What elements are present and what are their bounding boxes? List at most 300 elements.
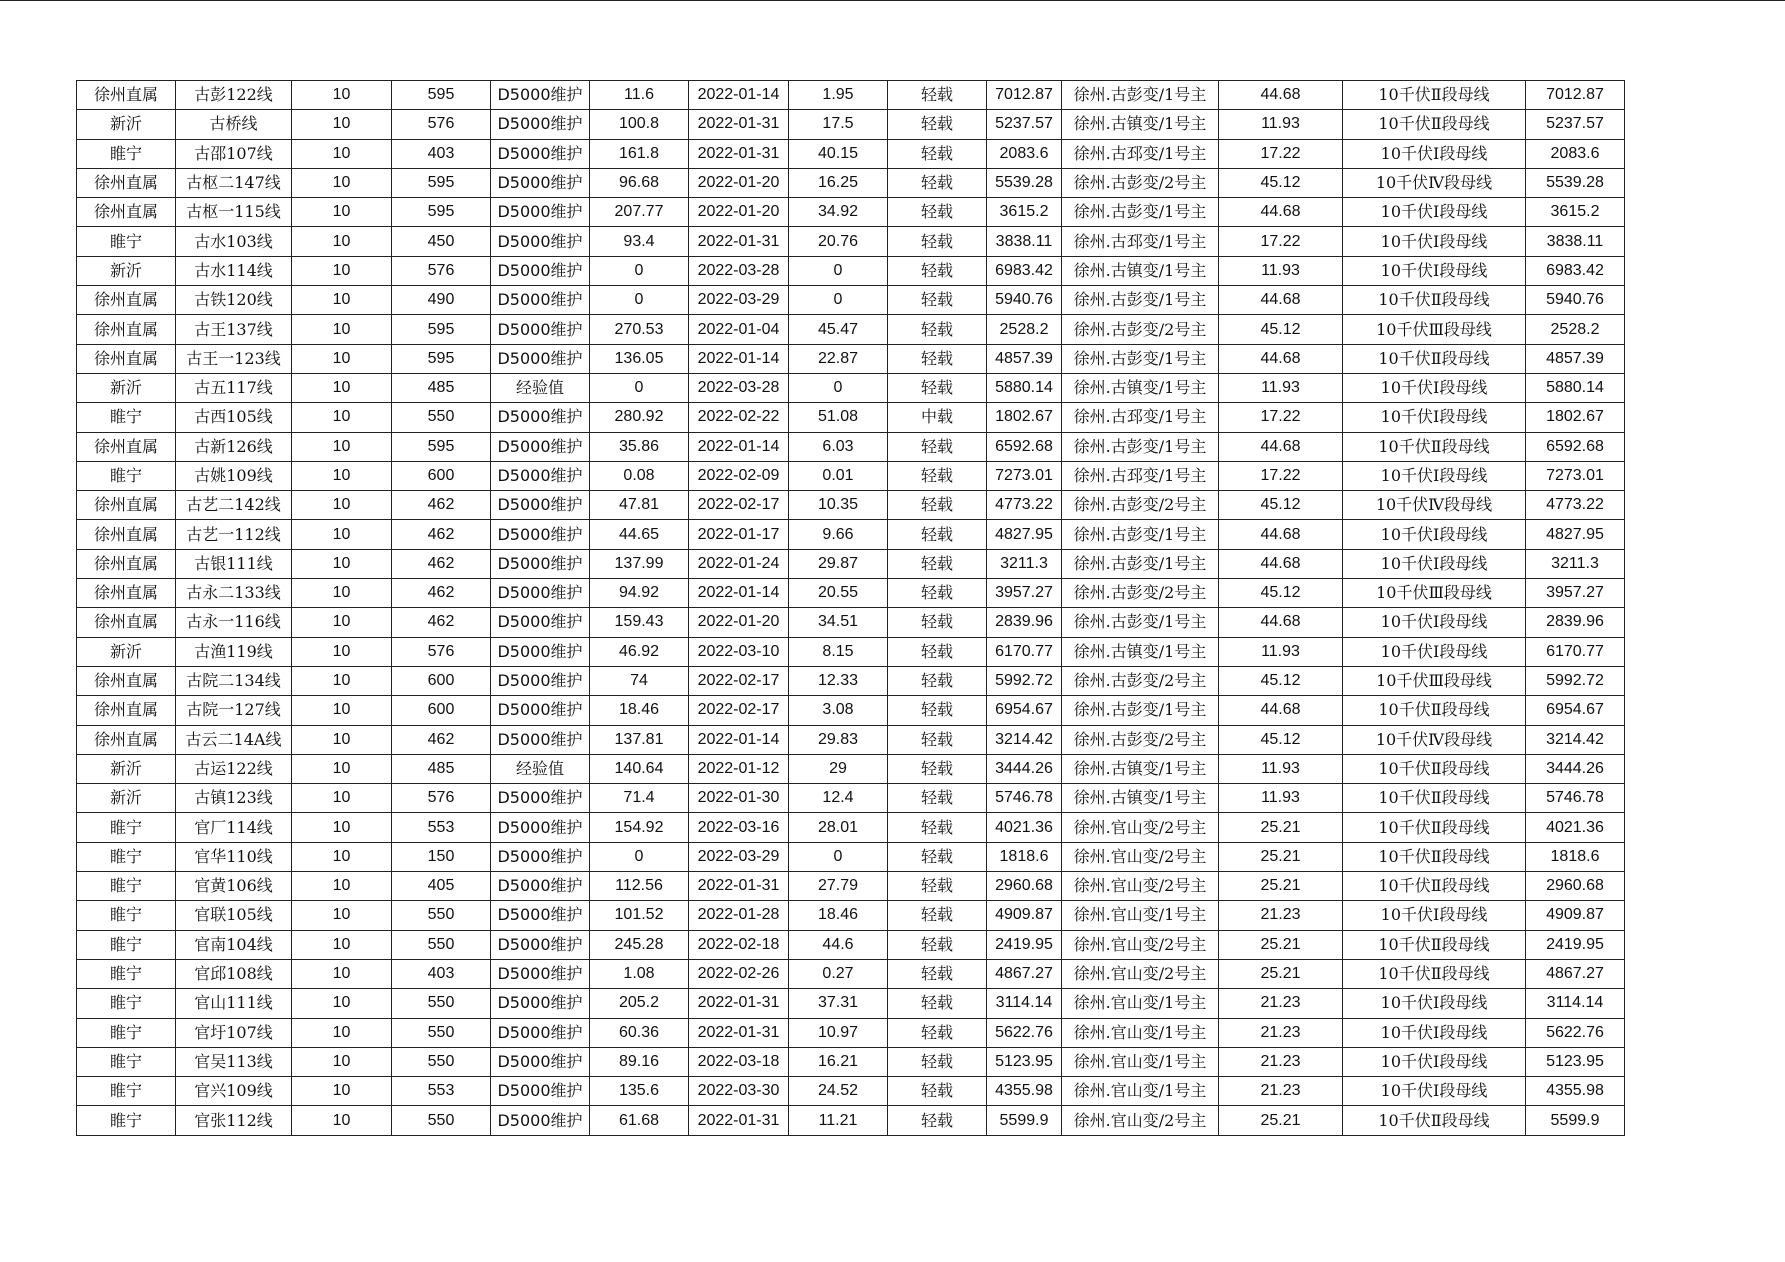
cell-sub-load-rate: 45.12: [1219, 666, 1343, 695]
cell-sub-load-rate: 44.68: [1219, 432, 1343, 461]
cell-region: 新沂: [77, 784, 176, 813]
cell-avail-capacity-2: 6954.67: [1526, 696, 1625, 725]
cell-capacity: 462: [392, 725, 491, 754]
cell-line: 古永一116线: [176, 608, 292, 637]
cell-load-rate: 29.87: [789, 549, 888, 578]
cell-sub-load-rate: 17.22: [1219, 227, 1343, 256]
table-row: [77, 344, 1625, 373]
table-row: [77, 549, 1625, 578]
cell-capacity: 600: [392, 666, 491, 695]
cell-avail-capacity-2: 1802.67: [1526, 403, 1625, 432]
cell-sub-load-rate: 45.12: [1219, 725, 1343, 754]
cell-region: 徐州直属: [77, 520, 176, 549]
cell-load-current: 60.36: [590, 1018, 689, 1047]
cell-avail-capacity: 4857.39: [987, 344, 1062, 373]
cell-substation: 徐州.古彭变/1号主: [1062, 344, 1219, 373]
cell-region: 睢宁: [77, 1106, 176, 1135]
cell-method: D5000维护: [491, 608, 590, 637]
cell-voltage: 10: [292, 198, 392, 227]
cell-avail-capacity-2: 3114.14: [1526, 989, 1625, 1018]
cell-line: 古运122线: [176, 754, 292, 783]
cell-voltage: 10: [292, 139, 392, 168]
cell-load-level: 轻载: [888, 784, 987, 813]
cell-sub-load-rate: 44.68: [1219, 696, 1343, 725]
cell-voltage: 10: [292, 1077, 392, 1106]
cell-avail-capacity: 6592.68: [987, 432, 1062, 461]
cell-avail-capacity: 3615.2: [987, 198, 1062, 227]
cell-line: 古永二133线: [176, 579, 292, 608]
cell-date: 2022-02-26: [689, 959, 789, 988]
cell-line: 古王一123线: [176, 344, 292, 373]
cell-capacity: 462: [392, 549, 491, 578]
cell-region: 睢宁: [77, 813, 176, 842]
table-row: [77, 81, 1625, 110]
cell-region: 徐州直属: [77, 491, 176, 520]
cell-bus: 10千伏Ⅱ段母线: [1343, 930, 1526, 959]
cell-method: D5000维护: [491, 666, 590, 695]
cell-load-rate: 0.27: [789, 959, 888, 988]
table-row: [77, 901, 1625, 930]
cell-region: 睢宁: [77, 989, 176, 1018]
cell-load-level: 轻载: [888, 491, 987, 520]
table-row: [77, 930, 1625, 959]
cell-load-level: 轻载: [888, 725, 987, 754]
cell-date: 2022-01-20: [689, 198, 789, 227]
cell-bus: 10千伏Ⅰ段母线: [1343, 461, 1526, 490]
cell-capacity: 550: [392, 901, 491, 930]
cell-load-rate: 10.97: [789, 1018, 888, 1047]
cell-region: 新沂: [77, 110, 176, 139]
cell-bus: 10千伏Ⅲ段母线: [1343, 579, 1526, 608]
cell-load-level: 轻载: [888, 344, 987, 373]
table-row: [77, 110, 1625, 139]
cell-bus: 10千伏Ⅰ段母线: [1343, 1018, 1526, 1047]
cell-voltage: 10: [292, 1106, 392, 1135]
cell-capacity: 576: [392, 637, 491, 666]
table-row: [77, 403, 1625, 432]
cell-date: 2022-01-20: [689, 608, 789, 637]
table-row: [77, 198, 1625, 227]
cell-date: 2022-03-30: [689, 1077, 789, 1106]
cell-bus: 10千伏Ⅳ段母线: [1343, 168, 1526, 197]
cell-voltage: 10: [292, 491, 392, 520]
cell-substation: 徐州.官山变/2号主: [1062, 930, 1219, 959]
table-row: [77, 491, 1625, 520]
cell-capacity: 595: [392, 81, 491, 110]
cell-substation: 徐州.官山变/2号主: [1062, 842, 1219, 871]
cell-sub-load-rate: 21.23: [1219, 1018, 1343, 1047]
cell-load-level: 轻载: [888, 696, 987, 725]
cell-load-level: 轻载: [888, 930, 987, 959]
cell-avail-capacity: 5940.76: [987, 286, 1062, 315]
cell-load-level: 轻载: [888, 432, 987, 461]
cell-avail-capacity-2: 7012.87: [1526, 81, 1625, 110]
cell-bus: 10千伏Ⅰ段母线: [1343, 1047, 1526, 1076]
cell-substation: 徐州.古邳变/1号主: [1062, 227, 1219, 256]
cell-capacity: 595: [392, 432, 491, 461]
cell-load-level: 轻载: [888, 637, 987, 666]
table-row: [77, 520, 1625, 549]
cell-load-rate: 10.35: [789, 491, 888, 520]
cell-bus: 10千伏Ⅱ段母线: [1343, 754, 1526, 783]
cell-voltage: 10: [292, 959, 392, 988]
cell-sub-load-rate: 44.68: [1219, 520, 1343, 549]
cell-avail-capacity: 3214.42: [987, 725, 1062, 754]
cell-avail-capacity-2: 4021.36: [1526, 813, 1625, 842]
cell-date: 2022-01-14: [689, 579, 789, 608]
cell-bus: 10千伏Ⅳ段母线: [1343, 725, 1526, 754]
cell-load-level: 轻载: [888, 754, 987, 783]
cell-load-level: 轻载: [888, 139, 987, 168]
cell-avail-capacity-2: 6983.42: [1526, 256, 1625, 285]
cell-method: D5000维护: [491, 227, 590, 256]
cell-load-current: 18.46: [590, 696, 689, 725]
cell-voltage: 10: [292, 579, 392, 608]
cell-sub-load-rate: 44.68: [1219, 608, 1343, 637]
cell-date: 2022-02-17: [689, 696, 789, 725]
cell-region: 新沂: [77, 373, 176, 402]
cell-load-level: 轻载: [888, 666, 987, 695]
cell-sub-load-rate: 21.23: [1219, 1077, 1343, 1106]
cell-substation: 徐州.古彭变/1号主: [1062, 198, 1219, 227]
cell-avail-capacity-2: 2083.6: [1526, 139, 1625, 168]
cell-substation: 徐州.古彭变/1号主: [1062, 432, 1219, 461]
cell-method: D5000维护: [491, 168, 590, 197]
cell-date: 2022-01-12: [689, 754, 789, 783]
cell-avail-capacity: 4021.36: [987, 813, 1062, 842]
cell-sub-load-rate: 25.21: [1219, 1106, 1343, 1135]
cell-capacity: 595: [392, 344, 491, 373]
cell-load-current: 61.68: [590, 1106, 689, 1135]
cell-bus: 10千伏Ⅱ段母线: [1343, 813, 1526, 842]
cell-substation: 徐州.古彭变/1号主: [1062, 696, 1219, 725]
cell-avail-capacity: 6170.77: [987, 637, 1062, 666]
cell-sub-load-rate: 11.93: [1219, 256, 1343, 285]
cell-load-current: 1.08: [590, 959, 689, 988]
cell-date: 2022-01-04: [689, 315, 789, 344]
cell-load-rate: 40.15: [789, 139, 888, 168]
cell-sub-load-rate: 11.93: [1219, 784, 1343, 813]
cell-region: 徐州直属: [77, 198, 176, 227]
cell-method: D5000维护: [491, 549, 590, 578]
cell-capacity: 462: [392, 608, 491, 637]
cell-avail-capacity: 4867.27: [987, 959, 1062, 988]
cell-avail-capacity: 6983.42: [987, 256, 1062, 285]
cell-load-current: 0: [590, 373, 689, 402]
cell-bus: 10千伏Ⅱ段母线: [1343, 432, 1526, 461]
cell-region: 睢宁: [77, 901, 176, 930]
cell-load-level: 轻载: [888, 549, 987, 578]
cell-avail-capacity-2: 3444.26: [1526, 754, 1625, 783]
cell-sub-load-rate: 45.12: [1219, 168, 1343, 197]
cell-avail-capacity: 5237.57: [987, 110, 1062, 139]
cell-bus: 10千伏Ⅱ段母线: [1343, 81, 1526, 110]
cell-substation: 徐州.古彭变/1号主: [1062, 608, 1219, 637]
cell-sub-load-rate: 25.21: [1219, 959, 1343, 988]
table-row: [77, 1077, 1625, 1106]
cell-avail-capacity-2: 1818.6: [1526, 842, 1625, 871]
cell-sub-load-rate: 17.22: [1219, 403, 1343, 432]
cell-avail-capacity: 2528.2: [987, 315, 1062, 344]
cell-load-level: 轻载: [888, 608, 987, 637]
cell-method: D5000维护: [491, 989, 590, 1018]
cell-load-rate: 6.03: [789, 432, 888, 461]
table-row: [77, 754, 1625, 783]
cell-bus: 10千伏Ⅰ段母线: [1343, 520, 1526, 549]
cell-voltage: 10: [292, 110, 392, 139]
cell-sub-load-rate: 11.93: [1219, 637, 1343, 666]
cell-voltage: 10: [292, 989, 392, 1018]
cell-load-rate: 16.25: [789, 168, 888, 197]
cell-avail-capacity-2: 7273.01: [1526, 461, 1625, 490]
cell-date: 2022-01-24: [689, 549, 789, 578]
cell-voltage: 10: [292, 784, 392, 813]
cell-date: 2022-01-20: [689, 168, 789, 197]
cell-load-rate: 29.83: [789, 725, 888, 754]
cell-date: 2022-01-31: [689, 989, 789, 1018]
cell-load-rate: 20.55: [789, 579, 888, 608]
cell-load-level: 轻载: [888, 872, 987, 901]
cell-method: D5000维护: [491, 1077, 590, 1106]
cell-load-level: 轻载: [888, 373, 987, 402]
table-row: [77, 637, 1625, 666]
cell-method: D5000维护: [491, 461, 590, 490]
cell-avail-capacity: 4909.87: [987, 901, 1062, 930]
cell-avail-capacity: 1818.6: [987, 842, 1062, 871]
cell-bus: 10千伏Ⅰ段母线: [1343, 227, 1526, 256]
cell-load-rate: 20.76: [789, 227, 888, 256]
cell-line: 官吴113线: [176, 1047, 292, 1076]
cell-sub-load-rate: 17.22: [1219, 139, 1343, 168]
cell-date: 2022-01-14: [689, 344, 789, 373]
cell-bus: 10千伏Ⅱ段母线: [1343, 1106, 1526, 1135]
cell-voltage: 10: [292, 373, 392, 402]
cell-region: 新沂: [77, 637, 176, 666]
cell-region: 睢宁: [77, 872, 176, 901]
cell-load-current: 136.05: [590, 344, 689, 373]
cell-bus: 10千伏Ⅰ段母线: [1343, 901, 1526, 930]
cell-substation: 徐州.官山变/1号主: [1062, 989, 1219, 1018]
table-row: [77, 842, 1625, 871]
cell-bus: 10千伏Ⅰ段母线: [1343, 1077, 1526, 1106]
cell-avail-capacity: 5992.72: [987, 666, 1062, 695]
cell-substation: 徐州.古彭变/1号主: [1062, 549, 1219, 578]
cell-date: 2022-03-28: [689, 373, 789, 402]
cell-capacity: 462: [392, 520, 491, 549]
cell-method: D5000维护: [491, 139, 590, 168]
cell-load-rate: 9.66: [789, 520, 888, 549]
cell-method: D5000维护: [491, 1018, 590, 1047]
cell-line: 官邱108线: [176, 959, 292, 988]
cell-capacity: 595: [392, 198, 491, 227]
cell-sub-load-rate: 45.12: [1219, 579, 1343, 608]
cell-load-rate: 8.15: [789, 637, 888, 666]
cell-avail-capacity: 5746.78: [987, 784, 1062, 813]
cell-avail-capacity-2: 6170.77: [1526, 637, 1625, 666]
table-row: [77, 461, 1625, 490]
cell-region: 新沂: [77, 754, 176, 783]
cell-substation: 徐州.官山变/1号主: [1062, 1018, 1219, 1047]
cell-sub-load-rate: 44.68: [1219, 549, 1343, 578]
cell-date: 2022-02-09: [689, 461, 789, 490]
cell-line: 古桥线: [176, 110, 292, 139]
cell-load-level: 轻载: [888, 1047, 987, 1076]
cell-substation: 徐州.古彭变/2号主: [1062, 666, 1219, 695]
cell-avail-capacity-2: 4857.39: [1526, 344, 1625, 373]
cell-load-rate: 0: [789, 286, 888, 315]
cell-capacity: 600: [392, 696, 491, 725]
cell-substation: 徐州.官山变/2号主: [1062, 959, 1219, 988]
cell-avail-capacity: 4827.95: [987, 520, 1062, 549]
cell-load-rate: 17.5: [789, 110, 888, 139]
cell-load-level: 轻载: [888, 813, 987, 842]
cell-load-rate: 0: [789, 256, 888, 285]
cell-substation: 徐州.官山变/1号主: [1062, 1047, 1219, 1076]
table-row: [77, 696, 1625, 725]
cell-load-level: 轻载: [888, 81, 987, 110]
cell-method: D5000维护: [491, 403, 590, 432]
cell-bus: 10千伏Ⅱ段母线: [1343, 110, 1526, 139]
cell-capacity: 550: [392, 1106, 491, 1135]
cell-line: 古镇123线: [176, 784, 292, 813]
cell-method: D5000维护: [491, 344, 590, 373]
cell-voltage: 10: [292, 461, 392, 490]
cell-load-current: 101.52: [590, 901, 689, 930]
cell-substation: 徐州.古彭变/1号主: [1062, 81, 1219, 110]
cell-line: 官张112线: [176, 1106, 292, 1135]
cell-avail-capacity-2: 4773.22: [1526, 491, 1625, 520]
cell-bus: 10千伏Ⅱ段母线: [1343, 696, 1526, 725]
cell-load-rate: 0: [789, 373, 888, 402]
cell-region: 徐州直属: [77, 315, 176, 344]
cell-sub-load-rate: 25.21: [1219, 813, 1343, 842]
cell-bus: 10千伏Ⅱ段母线: [1343, 286, 1526, 315]
cell-substation: 徐州.古镇变/1号主: [1062, 784, 1219, 813]
cell-region: 徐州直属: [77, 344, 176, 373]
cell-bus: 10千伏Ⅱ段母线: [1343, 959, 1526, 988]
table-row: [77, 139, 1625, 168]
cell-avail-capacity-2: 5599.9: [1526, 1106, 1625, 1135]
cell-method: D5000维护: [491, 1047, 590, 1076]
cell-load-level: 中载: [888, 403, 987, 432]
cell-avail-capacity: 5599.9: [987, 1106, 1062, 1135]
cell-method: D5000维护: [491, 579, 590, 608]
cell-voltage: 10: [292, 696, 392, 725]
cell-sub-load-rate: 25.21: [1219, 872, 1343, 901]
cell-capacity: 490: [392, 286, 491, 315]
cell-line: 古院一127线: [176, 696, 292, 725]
table-row: [77, 256, 1625, 285]
cell-region: 徐州直属: [77, 608, 176, 637]
table-row: [77, 1018, 1625, 1047]
cell-line: 官黄106线: [176, 872, 292, 901]
cell-avail-capacity-2: 5123.95: [1526, 1047, 1625, 1076]
cell-date: 2022-01-30: [689, 784, 789, 813]
cell-load-rate: 16.21: [789, 1047, 888, 1076]
cell-load-level: 轻载: [888, 286, 987, 315]
cell-capacity: 150: [392, 842, 491, 871]
cell-load-level: 轻载: [888, 198, 987, 227]
cell-bus: 10千伏Ⅰ段母线: [1343, 608, 1526, 637]
table-row: [77, 989, 1625, 1018]
cell-method: D5000维护: [491, 872, 590, 901]
cell-load-current: 205.2: [590, 989, 689, 1018]
page-top-rule: [0, 0, 1785, 1]
cell-method: D5000维护: [491, 256, 590, 285]
cell-load-current: 89.16: [590, 1047, 689, 1076]
cell-substation: 徐州.古镇变/1号主: [1062, 637, 1219, 666]
cell-load-level: 轻载: [888, 168, 987, 197]
cell-load-current: 161.8: [590, 139, 689, 168]
cell-substation: 徐州.官山变/2号主: [1062, 813, 1219, 842]
cell-line: 官华110线: [176, 842, 292, 871]
cell-method: 经验值: [491, 373, 590, 402]
cell-bus: 10千伏Ⅰ段母线: [1343, 198, 1526, 227]
cell-load-rate: 51.08: [789, 403, 888, 432]
cell-substation: 徐州.古彭变/2号主: [1062, 725, 1219, 754]
cell-date: 2022-02-18: [689, 930, 789, 959]
cell-voltage: 10: [292, 549, 392, 578]
cell-bus: 10千伏Ⅰ段母线: [1343, 549, 1526, 578]
cell-load-level: 轻载: [888, 256, 987, 285]
cell-date: 2022-01-14: [689, 81, 789, 110]
cell-load-level: 轻载: [888, 959, 987, 988]
cell-load-level: 轻载: [888, 579, 987, 608]
table-row: [77, 872, 1625, 901]
cell-substation: 徐州.古彭变/2号主: [1062, 579, 1219, 608]
cell-voltage: 10: [292, 432, 392, 461]
table-row: [77, 608, 1625, 637]
cell-load-current: 44.65: [590, 520, 689, 549]
cell-avail-capacity-2: 4867.27: [1526, 959, 1625, 988]
cell-load-level: 轻载: [888, 842, 987, 871]
cell-capacity: 550: [392, 1018, 491, 1047]
cell-substation: 徐州.古邳变/1号主: [1062, 403, 1219, 432]
cell-capacity: 403: [392, 139, 491, 168]
cell-load-rate: 24.52: [789, 1077, 888, 1106]
cell-method: D5000维护: [491, 959, 590, 988]
table-row: [77, 579, 1625, 608]
cell-avail-capacity-2: 3211.3: [1526, 549, 1625, 578]
table-body: [77, 81, 1625, 1136]
cell-region: 睢宁: [77, 139, 176, 168]
cell-avail-capacity-2: 2419.95: [1526, 930, 1625, 959]
cell-substation: 徐州.古邳变/1号主: [1062, 461, 1219, 490]
cell-load-rate: 34.51: [789, 608, 888, 637]
cell-load-current: 280.92: [590, 403, 689, 432]
cell-line: 官厂114线: [176, 813, 292, 842]
cell-avail-capacity: 5539.28: [987, 168, 1062, 197]
cell-load-rate: 44.6: [789, 930, 888, 959]
cell-voltage: 10: [292, 608, 392, 637]
cell-date: 2022-03-16: [689, 813, 789, 842]
cell-load-current: 93.4: [590, 227, 689, 256]
cell-date: 2022-03-29: [689, 286, 789, 315]
cell-method: D5000维护: [491, 315, 590, 344]
cell-substation: 徐州.古邳变/1号主: [1062, 139, 1219, 168]
cell-region: 睢宁: [77, 842, 176, 871]
cell-avail-capacity: 3211.3: [987, 549, 1062, 578]
cell-method: D5000维护: [491, 491, 590, 520]
cell-line: 官山111线: [176, 989, 292, 1018]
cell-voltage: 10: [292, 344, 392, 373]
cell-avail-capacity-2: 5539.28: [1526, 168, 1625, 197]
cell-line: 古云二14A线: [176, 725, 292, 754]
table-row: [77, 1106, 1625, 1135]
cell-capacity: 553: [392, 813, 491, 842]
cell-sub-load-rate: 21.23: [1219, 901, 1343, 930]
cell-avail-capacity-2: 3214.42: [1526, 725, 1625, 754]
